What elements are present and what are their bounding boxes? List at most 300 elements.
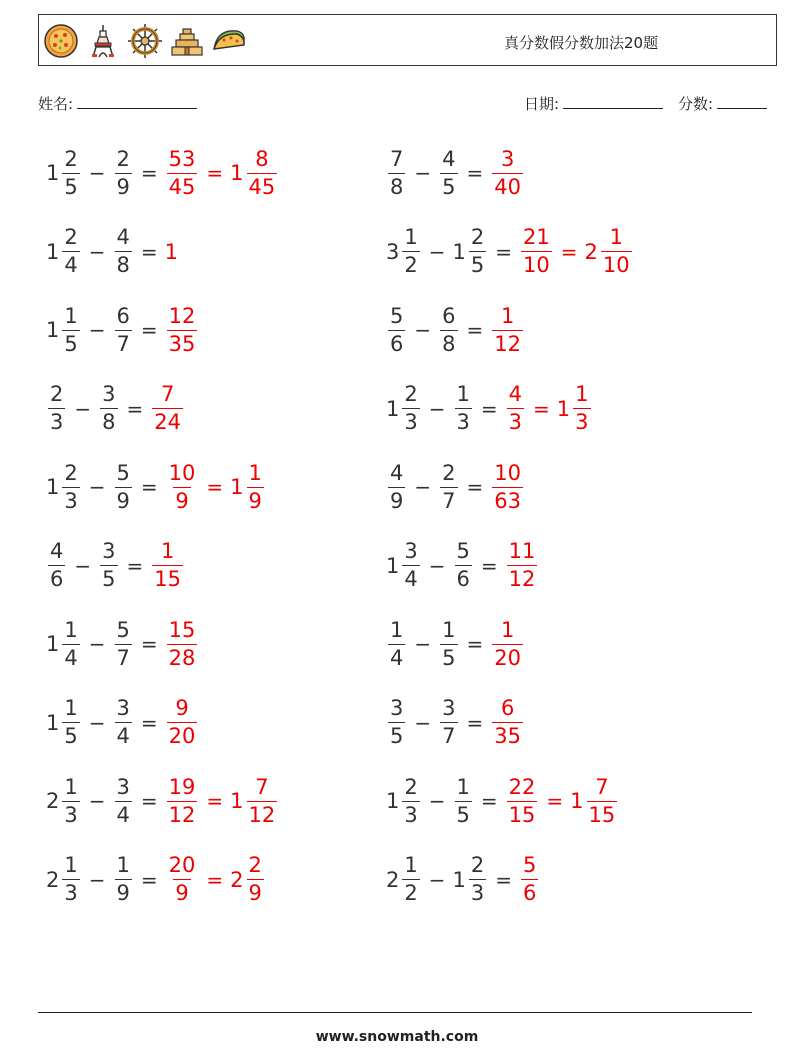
denominator: 5: [470, 253, 485, 277]
operand-a-whole: 1: [386, 396, 400, 421]
denominator: 12: [508, 567, 536, 591]
operand-a-fraction: [62, 855, 79, 904]
numerator: 11: [508, 539, 536, 563]
denominator: 5: [442, 645, 456, 670]
problem-item: [46, 374, 185, 444]
numerator: 1: [456, 382, 470, 406]
answer: [165, 460, 266, 513]
score-field: [678, 93, 767, 114]
answer-part-fraction: [492, 146, 523, 199]
denominator: 9: [175, 881, 189, 905]
numerator: 1: [390, 617, 404, 642]
operand-a-fraction: [402, 227, 419, 276]
operand-a-fraction: [62, 617, 79, 670]
numerator: 15: [168, 617, 196, 642]
answer: [490, 146, 525, 199]
answer-part-fraction: [492, 617, 523, 670]
denominator: 4: [390, 645, 404, 670]
equals-sign: =: [206, 475, 224, 499]
operand-b-fraction: [440, 698, 457, 747]
answer: [165, 774, 280, 827]
equals-sign: =: [126, 396, 144, 421]
operand-b-fraction: [115, 146, 132, 199]
answer: [505, 541, 540, 590]
operand-b-fraction: [100, 541, 117, 590]
minus-sign: −: [414, 632, 432, 656]
name-blank[interactable]: [77, 94, 197, 109]
equals-sign: =: [140, 789, 158, 813]
numerator: 1: [500, 617, 515, 642]
footer-divider: [38, 1012, 752, 1013]
numerator: 2: [64, 146, 78, 171]
answer-part-fraction: [167, 303, 198, 356]
numerator: 5: [456, 539, 470, 563]
denominator: 7: [442, 488, 456, 513]
denominator: 3: [404, 802, 418, 827]
equals-sign: =: [546, 789, 564, 813]
denominator: 7: [442, 724, 456, 748]
denominator: 10: [602, 253, 630, 277]
answer-part-fraction: [247, 460, 264, 513]
numerator: 3: [390, 696, 404, 720]
denominator: 3: [470, 881, 485, 905]
denominator: 40: [494, 174, 522, 199]
operand-a-fraction: [402, 774, 419, 827]
operand-b-fraction: [115, 460, 132, 513]
answer: [519, 227, 634, 276]
answer-part-fraction: [247, 774, 278, 827]
minus-sign: −: [414, 710, 432, 735]
equals-sign: =: [140, 239, 158, 264]
minus-sign: −: [414, 318, 432, 342]
problem-item: [386, 845, 540, 915]
operand-b-fraction: [115, 698, 132, 747]
answer: [165, 240, 179, 264]
answer-part-fraction: [152, 541, 183, 590]
equals-sign: =: [495, 867, 513, 892]
denominator: 4: [404, 567, 418, 591]
denominator: 35: [494, 724, 522, 748]
numerator: 7: [160, 382, 175, 406]
minus-sign: −: [74, 396, 92, 421]
operand-a-fraction: [62, 227, 79, 276]
denominator: 9: [116, 881, 130, 905]
denominator: 3: [50, 410, 64, 434]
numerator: 2: [470, 225, 485, 249]
denominator: 8: [442, 331, 456, 356]
numerator: 7: [390, 146, 404, 171]
answer-part-fraction: [521, 855, 538, 904]
answer-part-fraction: [507, 774, 538, 827]
answer-part-whole: 2: [584, 239, 598, 264]
numerator: 3: [404, 539, 418, 563]
equals-sign: =: [495, 239, 513, 264]
denominator: 4: [64, 253, 78, 277]
equals-sign: =: [466, 710, 484, 735]
numerator: 4: [390, 460, 404, 485]
denominator: 5: [442, 174, 456, 199]
problem-item: [46, 138, 279, 208]
denominator: 20: [168, 724, 196, 748]
answer-part-fraction: [167, 855, 198, 904]
numerator: 1: [404, 225, 418, 249]
answer: [165, 146, 280, 199]
answer-part-fraction: [492, 698, 523, 747]
answer-part-fraction: [152, 384, 183, 433]
numerator: 5: [116, 617, 130, 642]
problem-item: [46, 217, 179, 287]
denominator: 9: [175, 488, 189, 513]
equals-sign: =: [140, 161, 158, 185]
numerator: 1: [116, 853, 130, 877]
equals-sign: =: [140, 710, 158, 735]
numerator: 3: [442, 696, 456, 720]
operand-b-fraction: [469, 855, 486, 904]
denominator: 6: [523, 881, 537, 905]
denominator: 4: [116, 724, 130, 748]
numerator: 1: [404, 853, 418, 877]
numerator: 1: [575, 382, 589, 406]
numerator: 3: [102, 539, 116, 563]
operand-a-fraction: [388, 460, 405, 513]
problem-item: [46, 845, 266, 915]
equals-sign: =: [466, 632, 484, 656]
problem-item: [46, 609, 199, 679]
operand-a-fraction: [402, 384, 419, 433]
minus-sign: −: [74, 553, 92, 578]
minus-sign: −: [428, 867, 446, 892]
operand-a-whole: 1: [386, 789, 400, 813]
numerator: 3: [500, 146, 515, 171]
denominator: 4: [116, 802, 130, 827]
header-icons: [43, 23, 247, 59]
minus-sign: −: [88, 867, 106, 892]
denominator: 9: [116, 174, 130, 199]
operand-a-whole: 1: [46, 632, 60, 656]
denominator: 12: [168, 802, 196, 827]
denominator: 15: [154, 567, 182, 591]
denominator: 9: [248, 881, 262, 905]
equals-sign: =: [480, 396, 498, 421]
numerator: 5: [523, 853, 537, 877]
denominator: 5: [64, 174, 78, 199]
denominator: 6: [390, 331, 404, 356]
denominator: 6: [456, 567, 470, 591]
numerator: 4: [442, 146, 456, 171]
date-blank[interactable]: [563, 94, 663, 109]
numerator: 22: [508, 774, 536, 799]
numerator: 8: [255, 146, 269, 171]
answer-part-fraction: [492, 303, 523, 356]
answer-part-fraction: [167, 774, 198, 827]
operand-a-whole: 1: [46, 710, 60, 735]
answer: [490, 460, 525, 513]
minus-sign: −: [88, 239, 106, 264]
date-label: 日期:: [524, 95, 560, 113]
answer: [519, 855, 540, 904]
operand-a-whole: 1: [46, 318, 60, 342]
minus-sign: −: [428, 239, 446, 264]
denominator: 5: [64, 724, 78, 748]
operand-b-whole: 1: [452, 239, 466, 264]
denominator: 3: [64, 488, 78, 513]
worksheet-title: 真分数假分数加法20题: [504, 34, 659, 52]
footer-url: www.snowmath.com: [315, 1029, 479, 1045]
name-field: [38, 93, 197, 114]
worksheet-header: [38, 14, 777, 66]
denominator: 3: [456, 410, 470, 434]
answer-part-whole: 1: [556, 396, 571, 421]
denominator: 5: [64, 331, 78, 356]
numerator: 1: [442, 617, 456, 642]
equals-sign: =: [140, 867, 158, 892]
equals-sign: =: [140, 318, 158, 342]
operand-b-whole: 1: [452, 867, 466, 892]
operand-b-fraction: [440, 617, 457, 670]
denominator: 15: [508, 802, 536, 827]
numerator: 20: [168, 853, 196, 877]
problem-item: [46, 295, 199, 365]
numerator: 9: [175, 696, 189, 720]
denominator: 12: [494, 331, 522, 356]
denominator: 6: [50, 567, 64, 591]
numerator: 1: [64, 303, 78, 328]
denominator: 8: [390, 174, 404, 199]
denominator: 7: [116, 645, 130, 670]
numerator: 53: [168, 146, 196, 171]
denominator: 9: [248, 488, 262, 513]
numerator: 1: [456, 774, 470, 799]
operand-a-fraction: [62, 698, 79, 747]
operand-b-fraction: [469, 227, 486, 276]
numerator: 2: [116, 146, 130, 171]
answer-part-whole: 2: [230, 867, 244, 892]
answer-part-whole: 1: [230, 475, 244, 499]
operand-b-fraction: [440, 146, 457, 199]
operand-a-fraction: [48, 541, 65, 590]
operand-a-fraction: [402, 541, 419, 590]
denominator: 4: [64, 645, 78, 670]
equals-sign: =: [480, 553, 498, 578]
denominator: 7: [116, 331, 130, 356]
operand-b-fraction: [455, 384, 472, 433]
operand-a-whole: 1: [386, 553, 400, 578]
equals-sign: =: [560, 239, 578, 264]
denominator: 10: [523, 253, 550, 277]
equals-sign: =: [126, 553, 144, 578]
numerator: 4: [50, 539, 64, 563]
numerator: 2: [470, 853, 485, 877]
operand-a-whole: 3: [386, 239, 400, 264]
answer: [505, 384, 593, 433]
problem-item: [386, 609, 525, 679]
denominator: 5: [390, 724, 404, 748]
minus-sign: −: [88, 318, 106, 342]
numerator: 6: [116, 303, 130, 328]
minus-sign: −: [428, 553, 446, 578]
operand-b-fraction: [455, 541, 472, 590]
denominator: 3: [575, 410, 589, 434]
operand-a-whole: 1: [46, 161, 60, 185]
denominator: 45: [248, 174, 276, 199]
denominator: 12: [248, 802, 276, 827]
problem-item: [386, 138, 525, 208]
denominator: 35: [168, 331, 196, 356]
equals-sign: =: [480, 789, 498, 813]
numerator: 6: [500, 696, 515, 720]
answer-part-whole: 1: [230, 789, 244, 813]
answer-part-fraction: [587, 774, 618, 827]
numerator: 4: [508, 382, 523, 406]
denominator: 5: [456, 802, 470, 827]
denominator: 9: [390, 488, 404, 513]
problem-item: [386, 531, 539, 601]
operand-a-fraction: [62, 303, 79, 356]
answer: [165, 855, 266, 904]
operand-a-whole: 1: [46, 239, 60, 264]
taco-icon: [211, 23, 247, 59]
operand-a-fraction: [388, 146, 405, 199]
operand-b-fraction: [455, 774, 472, 827]
answer-part-fraction: [521, 227, 552, 276]
denominator: 28: [168, 645, 196, 670]
equals-sign: =: [533, 396, 550, 421]
numerator: 1: [160, 539, 175, 563]
tower-icon: [85, 23, 121, 59]
operand-a-whole: 2: [386, 867, 400, 892]
numerator: 3: [102, 382, 116, 406]
numerator: 5: [116, 460, 130, 485]
operand-b-fraction: [115, 227, 132, 276]
equals-sign: =: [206, 161, 224, 185]
answer-part-fraction: [167, 617, 198, 670]
answer-part-fraction: [601, 227, 632, 276]
answer: [165, 617, 200, 670]
numerator: 3: [116, 774, 130, 799]
denominator: 63: [494, 488, 522, 513]
numerator: 5: [390, 303, 404, 328]
problem-item: [386, 217, 634, 287]
operand-a-fraction: [388, 698, 405, 747]
operand-b-fraction: [440, 303, 457, 356]
equals-sign: =: [140, 632, 158, 656]
equals-sign: =: [140, 475, 158, 499]
problem-item: [386, 688, 525, 758]
operand-b-fraction: [115, 617, 132, 670]
minus-sign: −: [88, 475, 106, 499]
denominator: 3: [508, 410, 523, 434]
minus-sign: −: [428, 396, 446, 421]
problem-item: [386, 452, 525, 522]
ship-wheel-icon: [127, 23, 163, 59]
numerator: 1: [64, 853, 78, 877]
denominator: 3: [64, 802, 78, 827]
equals-sign: =: [466, 318, 484, 342]
answer-part-whole: 1: [230, 161, 244, 185]
operand-b-fraction: [100, 384, 117, 433]
answer-part-fraction: [573, 384, 590, 433]
answer-part-fraction: [492, 460, 523, 513]
minus-sign: −: [88, 789, 106, 813]
score-label: 分数:: [678, 95, 714, 113]
numerator: 2: [442, 460, 456, 485]
denominator: 8: [116, 253, 130, 277]
numerator: 3: [116, 696, 130, 720]
numerator: 6: [442, 303, 456, 328]
denominator: 5: [102, 567, 116, 591]
answer-part-fraction: [507, 541, 538, 590]
denominator: 20: [494, 645, 522, 670]
numerator: 10: [168, 460, 196, 485]
numerator: 7: [595, 774, 609, 799]
answer-part-fraction: [247, 855, 264, 904]
operand-a-fraction: [388, 617, 405, 670]
minus-sign: −: [428, 789, 446, 813]
operand-a-fraction: [48, 384, 65, 433]
numerator: 12: [168, 303, 196, 328]
problem-item: [46, 452, 266, 522]
operand-b-fraction: [115, 303, 132, 356]
denominator: 15: [588, 802, 616, 827]
score-blank[interactable]: [717, 94, 767, 109]
numerator: 4: [116, 225, 130, 249]
equals-sign: =: [206, 867, 224, 892]
numerator: 1: [609, 225, 623, 249]
numerator: 19: [168, 774, 196, 799]
operand-b-fraction: [440, 460, 457, 513]
numerator: 2: [64, 225, 78, 249]
denominator: 2: [404, 253, 418, 277]
problem-item: [386, 374, 593, 444]
operand-a-fraction: [402, 855, 419, 904]
numerator: 2: [50, 382, 64, 406]
answer: [490, 303, 525, 356]
denominator: 45: [168, 174, 196, 199]
numerator: 1: [64, 617, 78, 642]
answer: [150, 384, 185, 433]
problem-item: [386, 295, 525, 365]
problem-item: [386, 766, 619, 836]
date-field: [524, 93, 663, 114]
numerator: 21: [523, 225, 550, 249]
operand-b-fraction: [115, 855, 132, 904]
operand-a-whole: 1: [46, 475, 60, 499]
answer-part-fraction: [167, 460, 198, 513]
numerator: 1: [500, 303, 515, 328]
answer-part-whole: 1: [164, 239, 179, 264]
answer: [165, 698, 200, 747]
numerator: 2: [248, 853, 262, 877]
operand-a-fraction: [62, 460, 79, 513]
operand-a-fraction: [62, 774, 79, 827]
numerator: 7: [255, 774, 269, 799]
minus-sign: −: [88, 632, 106, 656]
answer: [165, 303, 200, 356]
answer: [490, 617, 525, 670]
numerator: 2: [64, 460, 78, 485]
answer: [505, 774, 620, 827]
numerator: 1: [64, 774, 78, 799]
answer: [150, 541, 185, 590]
pizza-icon: [43, 23, 79, 59]
denominator: 2: [404, 881, 418, 905]
denominator: 8: [102, 410, 116, 434]
answer: [490, 698, 525, 747]
denominator: 9: [116, 488, 130, 513]
operand-a-whole: 2: [46, 867, 60, 892]
operand-b-fraction: [115, 774, 132, 827]
answer-part-whole: 1: [570, 789, 584, 813]
